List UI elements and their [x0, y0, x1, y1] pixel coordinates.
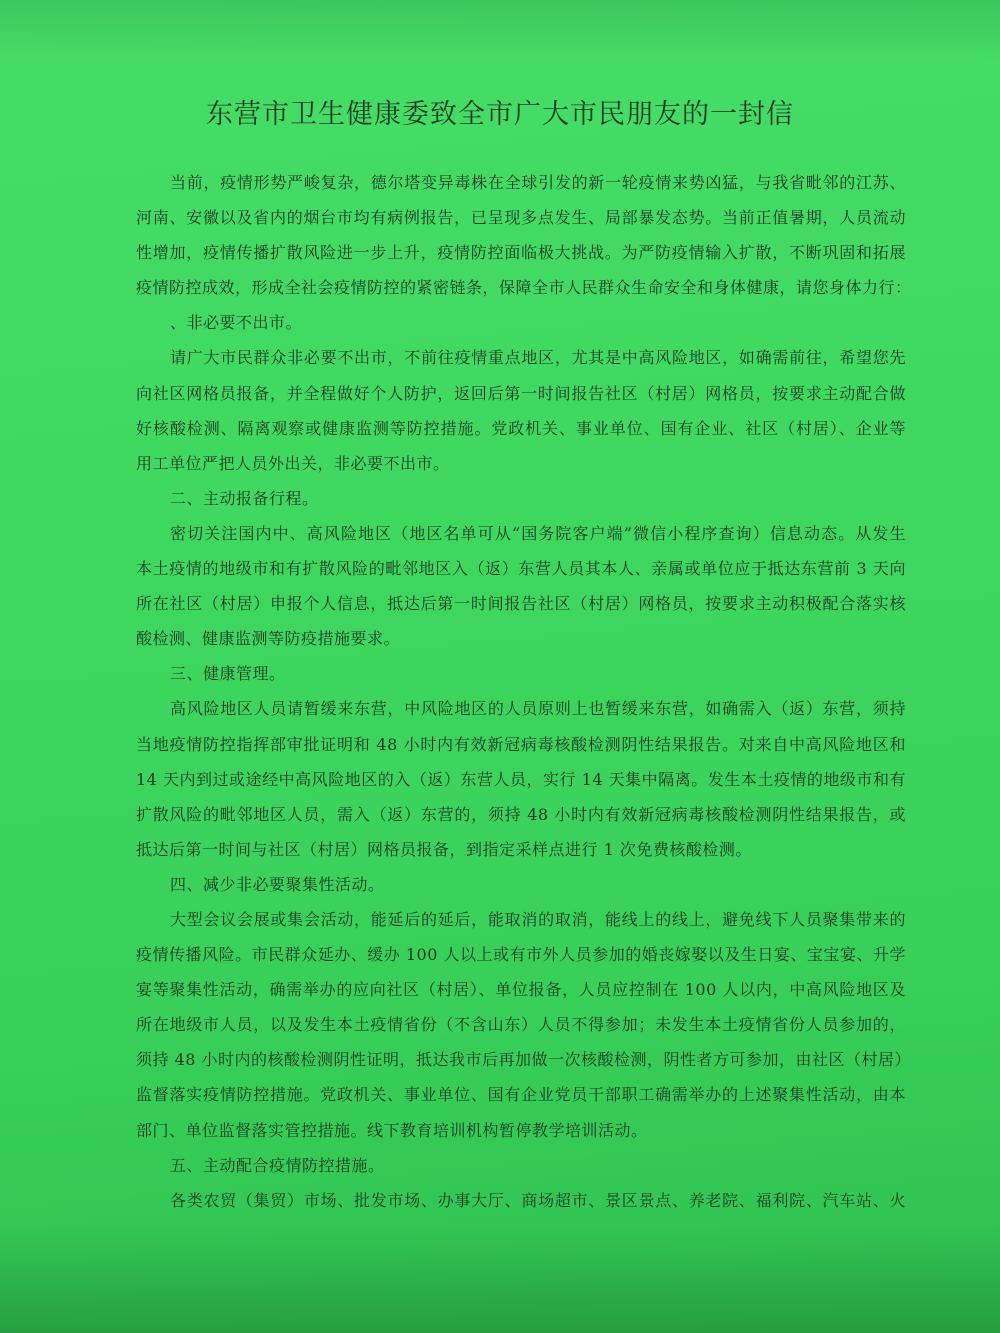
paragraph-line: 大型会议会展或集会活动，能延后的延后，能取消的取消，能线上的线上，避免线下人员聚集带来的: [170, 909, 906, 929]
paragraph-line: 请广大市民群众非必要不出市，不前往疫情重点地区，尤其是中高风险地区，如确需前往，希望您先: [170, 348, 906, 368]
paragraph-line: 高风险地区人员请暂缓来东营，中风险地区的人员原则上也暂缓来东营，如确需入（返）东营，须持: [170, 699, 906, 719]
paragraph-line: 密切关注国内中、高风险地区（地区名单可从“国务院客户端”微信小程序查询）信息动态。从发生: [170, 523, 906, 543]
paragraph-line: 当前，疫情形势严峻复杂，德尔塔变异毒株在全球引发的新一轮疫情来势凶猛，与我省毗邻的江苏、: [170, 173, 906, 192]
letter-title: 东营市卫生健康委致全市广大市民朋友的一封信: [206, 99, 794, 130]
paper-shadow-top: [0, 0, 1000, 60]
paragraph-line: 宴等聚集性活动，确需举办的应向社区（村居）、单位报备，人员应控制在 100 人以内，中高风险地区及: [136, 980, 906, 1000]
section-heading: 、非必要不出市。: [170, 313, 303, 333]
paragraph-line: 疫情防控成效，形成全社会疫情防控的紧密链条，保障全市人民群众生命安全和身体健康，请您身体力行：: [136, 278, 912, 298]
paragraph-line: 用工单位严把人员外出关，非必要不出市。: [136, 453, 450, 473]
paragraph-line: 所在社区（村居）申报个人信息，抵达后第一时间报告社区（村居）网格员，按要求主动积极配合落实核: [136, 594, 906, 614]
section-heading: 二、主动报备行程。: [170, 488, 319, 508]
paragraph-line: 本土疫情的地级市和有扩散风险的毗邻地区入（返）东营人员其本人、亲属或单位应于抵达东营前 3 天向: [136, 559, 906, 579]
paragraph-line: 各类农贸（集贸）市场、批发市场、办事大厅、商场超市、景区景点、养老院、福利院、汽车站、火: [170, 1190, 906, 1210]
paragraph-line: 性增加，疫情传播扩散风险进一步上升，疫情防控面临极大挑战。为严防疫情输入扩散，不断巩固和拓展: [136, 243, 906, 263]
paragraph-line: 所在地级市人员，以及发生本土疫情省份（不含山东）人员不得参加；未发生本土疫情省份人员参加的，: [136, 1015, 906, 1035]
letter-body: [136, 165, 912, 1218]
paragraph-line: 当地疫情防控指挥部审批证明和 48 小时内有效新冠病毒核酸检测阴性结果报告。对来自中高风险地区和: [136, 734, 906, 754]
paragraph-line: 监督落实疫情防控措施。党政机关、事业单位、国有企业党员干部职工确需举办的上述聚集性活动，由本: [136, 1085, 906, 1105]
paragraph-line: 向社区网格员报备，并全程做好个人防护，返回后第一时间报告社区（村居）网格员，按要求主动配合做: [136, 383, 906, 403]
paper-shadow-bottom: [0, 1223, 1000, 1333]
section-heading: 四、减少非必要聚集性活动。: [170, 874, 385, 894]
paragraph-line: 14 天内到过或途经中高风险地区的入（返）东营人员，实行 14 天集中隔离。发生本土疫情的地级市和有: [136, 769, 906, 789]
paragraph-line: 扩散风险的毗邻地区人员，需入（返）东营的，须持 48 小时内有效新冠病毒核酸检测阴性结果报告，或: [136, 804, 906, 824]
paragraph-line: 疫情传播风险。市民群众延办、缓办 100 人以上或有市外人员参加的婚丧嫁娶以及生日宴、宝宝宴、升学: [136, 945, 906, 965]
section-heading: 三、健康管理。: [170, 664, 286, 684]
paragraph-line: 河南、安徽以及省内的烟台市均有病例报告，已呈现多点发生、局部暴发态势。当前正值暑期，人员流动: [136, 208, 906, 228]
paragraph-line: 酸检测、健康监测等防疫措施要求。: [136, 629, 401, 649]
paragraph-line: 部门、单位监督落实管控措施。线下教育培训机构暂停教学培训活动。: [136, 1120, 648, 1140]
section-heading: 五、主动配合疫情防控措施。: [170, 1155, 385, 1175]
paragraph-line: 抵达后第一时间与社区（村居）网格员报备，到指定采样点进行 1 次免费核酸检测。: [136, 839, 752, 859]
paragraph-line: 须持 48 小时内的核酸检测阴性证明，抵达我市后再加做一次核酸检测，阴性者方可参加，由社区（村居）: [136, 1050, 912, 1070]
paragraph-line: 好核酸检测、隔离观察或健康监测等防控措施。党政机关、事业单位、国有企业、社区（村居）、企业等: [136, 418, 906, 438]
